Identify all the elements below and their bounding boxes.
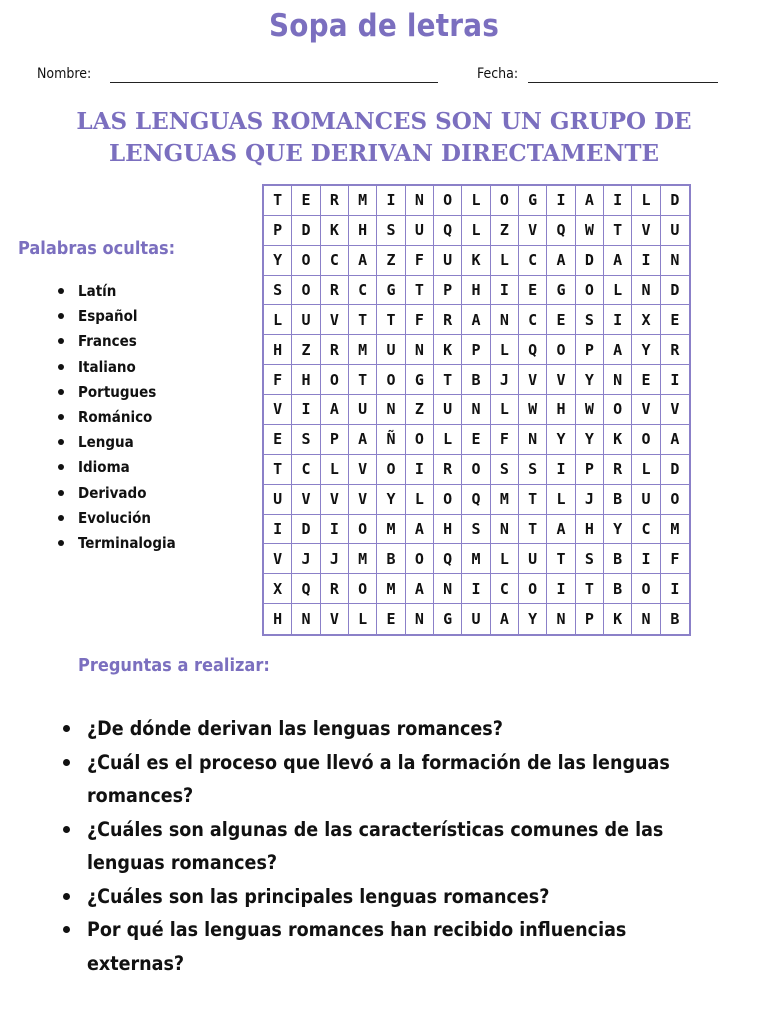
grid-cell[interactable]: U [377,335,405,365]
grid-cell[interactable]: V [321,305,349,335]
grid-cell[interactable]: V [321,485,349,515]
grid-cell[interactable]: N [632,276,660,306]
grid-cell[interactable]: H [292,365,320,395]
grid-cell[interactable]: V [321,604,349,634]
name-field[interactable] [110,82,438,83]
grid-cell[interactable]: N [632,604,660,634]
grid-cell[interactable]: S [519,455,547,485]
grid-cell[interactable]: O [349,515,377,545]
grid-cell[interactable]: A [406,574,434,604]
grid-cell[interactable]: B [604,544,632,574]
grid-cell[interactable]: L [491,246,519,276]
grid-cell[interactable]: A [604,335,632,365]
grid-cell[interactable]: K [604,604,632,634]
grid-cell[interactable]: I [547,574,575,604]
grid-cell[interactable]: U [519,544,547,574]
grid-cell[interactable]: L [462,186,490,216]
grid-cell[interactable]: I [491,276,519,306]
grid-cell[interactable]: L [264,305,292,335]
question-item: Por qué las lenguas romances han recibido influencias externas? [60,913,720,980]
grid-cell[interactable]: Y [264,246,292,276]
grid-cell[interactable]: U [406,216,434,246]
grid-cell[interactable]: L [321,455,349,485]
grid-cell[interactable]: Ñ [377,425,405,455]
grid-cell[interactable]: B [670,610,680,629]
grid-cell[interactable]: A [547,246,575,276]
grid-cell[interactable]: S [576,544,604,574]
grid-cell[interactable]: O [547,335,575,365]
grid-cell[interactable]: R [321,186,349,216]
grid-cell[interactable]: X [264,574,292,604]
grid-cell[interactable]: A [604,246,632,276]
grid-cell[interactable]: Z [406,395,434,425]
grid-cell[interactable]: J [321,544,349,574]
grid-cell[interactable]: L [604,276,632,306]
grid-cell[interactable]: I [604,186,632,216]
grid-cell[interactable]: M [661,515,689,545]
grid-cell[interactable]: P [576,604,604,634]
grid-cell[interactable]: L [491,395,519,425]
grid-cell[interactable]: O [632,425,660,455]
grid-cell[interactable]: R [604,455,632,485]
grid-cell[interactable]: M [491,485,519,515]
grid-cell[interactable]: R [434,305,462,335]
grid-cell[interactable]: H [547,395,575,425]
grid-cell[interactable]: G [377,276,405,306]
grid-cell[interactable]: N [491,305,519,335]
grid-cell[interactable]: Y [377,485,405,515]
grid-cell[interactable]: C [321,246,349,276]
grid-cell[interactable]: M [462,544,490,574]
grid-cell[interactable]: D [576,246,604,276]
grid-cell[interactable]: U [264,485,292,515]
grid-cell[interactable]: C [519,305,547,335]
question-item: ¿Cuáles son algunas de las características comunes de las lenguas romances? [60,813,720,880]
hidden-word-item: Derivado [54,482,176,507]
grid-cell[interactable]: G [519,186,547,216]
grid-cell[interactable]: M [349,186,377,216]
grid-cell[interactable]: S [576,305,604,335]
grid-cell[interactable]: N [519,425,547,455]
grid-cell[interactable]: O [632,574,660,604]
name-label: Nombre: [37,66,92,82]
grid-cell[interactable]: O [321,365,349,395]
hidden-word-item: Evolución [54,507,176,532]
hidden-words-title: Palabras ocultas: [18,238,176,259]
grid-cell[interactable]: B [604,574,632,604]
grid-cell[interactable]: I [661,574,689,604]
grid-cell[interactable]: H [434,515,462,545]
grid-cell[interactable]: O [377,455,405,485]
grid-cell[interactable]: P [434,276,462,306]
grid-cell[interactable]: T [377,305,405,335]
grid-cell[interactable]: U [292,305,320,335]
grid-cell[interactable]: I [264,515,292,545]
grid-cell[interactable]: L [349,604,377,634]
grid-cell[interactable]: N [491,515,519,545]
grid-cell[interactable]: Z [491,216,519,246]
grid-cell[interactable]: J [576,485,604,515]
grid-cell[interactable]: D [661,455,689,485]
grid-cell[interactable]: I [632,544,660,574]
grid-cell[interactable]: V [519,216,547,246]
grid-cell[interactable]: U [434,246,462,276]
grid-cell[interactable]: S [462,515,490,545]
grid-cell[interactable]: U [661,216,689,246]
grid-cell[interactable]: N [434,574,462,604]
hidden-word-item: Terminalogia [54,532,176,557]
grid-cell[interactable]: L [547,485,575,515]
grid-cell[interactable]: M [377,574,405,604]
grid-cell[interactable]: R [661,335,689,365]
grid-cell[interactable]: N [462,395,490,425]
grid-cell[interactable]: T [576,574,604,604]
grid-cell[interactable]: S [377,216,405,246]
grid-cell[interactable]: I [547,186,575,216]
grid-cell[interactable]: F [264,365,292,395]
grid-cell[interactable]: C [349,276,377,306]
grid-cell[interactable]: T [406,276,434,306]
date-label: Fecha: [477,66,519,82]
grid-cell[interactable]: O [491,186,519,216]
grid-cell[interactable]: M [349,335,377,365]
grid-cell[interactable]: C [519,246,547,276]
grid-cell[interactable]: V [349,455,377,485]
grid-cell[interactable]: O [576,276,604,306]
grid-cell[interactable]: J [491,365,519,395]
hidden-word-item: Italiano [54,356,176,381]
grid-cell[interactable]: Y [547,425,575,455]
grid-cell[interactable]: R [321,276,349,306]
hidden-word-item: Español [54,305,176,330]
grid-cell[interactable]: O [462,455,490,485]
grid-cell[interactable]: M [377,515,405,545]
grid-cell[interactable]: E [377,604,405,634]
grid-cell[interactable]: N [377,395,405,425]
grid-cell[interactable]: W [576,395,604,425]
grid-cell[interactable]: L [491,544,519,574]
grid-cell[interactable]: Y [576,425,604,455]
grid-cell[interactable]: A [491,604,519,634]
grid-cell[interactable]: I [547,455,575,485]
grid-cell[interactable]: I [604,305,632,335]
questions-title: Preguntas a realizar: [78,655,270,676]
grid-cell[interactable]: V [632,216,660,246]
hidden-word-item: Portugues [54,381,176,406]
grid-cell[interactable]: D [292,216,320,246]
grid-cell[interactable]: A [321,395,349,425]
grid-cell[interactable]: S [264,276,292,306]
grid-cell[interactable]: V [349,485,377,515]
grid-cell[interactable]: K [434,335,462,365]
grid-cell[interactable]: E [632,365,660,395]
grid-cell[interactable]: L [632,186,660,216]
grid-cell[interactable]: O [406,425,434,455]
grid-cell[interactable]: Q [519,335,547,365]
grid-cell[interactable]: Z [377,246,405,276]
grid-cell[interactable]: P [576,335,604,365]
grid-cell[interactable]: O [292,246,320,276]
grid-cell[interactable]: K [321,216,349,246]
grid-cell[interactable]: O [349,574,377,604]
grid-cell[interactable]: L [406,485,434,515]
grid-cell[interactable]: H [264,335,292,365]
grid-cell[interactable]: L [491,335,519,365]
grid-cell[interactable]: T [519,515,547,545]
grid-cell[interactable]: C [292,455,320,485]
heading-line-1: LAS LENGUAS ROMANCES SON UN GRUPO DE [76,108,692,135]
grid-cell[interactable]: F [661,544,689,574]
grid-cell[interactable]: F [406,305,434,335]
grid-cell[interactable]: B [604,485,632,515]
grid-cell[interactable]: C [491,574,519,604]
grid-cell[interactable]: I [406,455,434,485]
heading-line-2: LENGUAS QUE DERIVAN DIRECTAMENTE [108,140,660,167]
hidden-word-item: Idioma [54,456,176,481]
hidden-word-item: Lengua [54,431,176,456]
grid-cell[interactable]: E [462,425,490,455]
grid-cell[interactable]: L [434,425,462,455]
grid-cell[interactable]: Y [519,604,547,634]
grid-cell[interactable]: L [462,216,490,246]
grid-cell[interactable]: Y [632,335,660,365]
grid-cell[interactable]: Q [434,216,462,246]
grid-cell[interactable]: G [434,604,462,634]
grid-cell[interactable]: A [661,425,689,455]
grid-cell[interactable]: Y [604,515,632,545]
grid-cell[interactable]: T [434,365,462,395]
grid-cell[interactable]: B [377,544,405,574]
grid-cell[interactable]: O [434,485,462,515]
worksheet-heading [0,106,768,170]
grid-cell[interactable]: M [349,544,377,574]
grid-cell[interactable]: N [406,335,434,365]
grid-cell[interactable]: E [519,276,547,306]
grid-cell[interactable]: P [264,216,292,246]
grid-cell[interactable]: P [462,335,490,365]
grid-cell[interactable]: G [406,365,434,395]
grid-cell[interactable]: T [264,186,292,216]
grid-cell[interactable]: T [349,305,377,335]
grid-cell[interactable]: T [604,216,632,246]
grid-cell[interactable]: D [661,276,689,306]
grid-cell[interactable]: Y [576,365,604,395]
grid-cell[interactable]: A [406,515,434,545]
grid-cell[interactable]: I [661,365,689,395]
grid-cell[interactable]: O [604,395,632,425]
word-search-grid [262,184,691,636]
date-field[interactable] [528,82,718,83]
grid-cell[interactable]: V [632,395,660,425]
grid-cell[interactable]: N [604,365,632,395]
grid-cell[interactable]: V [264,395,292,425]
grid-cell[interactable]: E [264,425,292,455]
grid-cell[interactable]: W [576,216,604,246]
grid-cell[interactable]: J [292,544,320,574]
grid-cell[interactable]: O [661,485,689,515]
grid-cell[interactable]: P [576,455,604,485]
grid-cell[interactable]: R [321,335,349,365]
grid-cell[interactable]: O [377,365,405,395]
grid-cell[interactable]: U [349,395,377,425]
grid-cell[interactable]: A [349,246,377,276]
grid-cell[interactable]: C [632,515,660,545]
grid-cell[interactable]: E [292,186,320,216]
grid-cell[interactable]: O [406,544,434,574]
grid-cell[interactable]: T [349,365,377,395]
grid-cell[interactable]: N [292,604,320,634]
grid-cell[interactable]: R [434,455,462,485]
grid-cell[interactable]: V [519,365,547,395]
grid-cell[interactable]: H [264,604,292,634]
grid-cell[interactable]: N [547,604,575,634]
grid-cell[interactable]: S [292,425,320,455]
grid-cell[interactable]: H [349,216,377,246]
grid-cell[interactable]: A [349,425,377,455]
grid-cell[interactable]: I [292,395,320,425]
grid-cell[interactable]: O [434,186,462,216]
grid-cell[interactable]: N [406,186,434,216]
grid-cell[interactable]: X [632,305,660,335]
grid-cell[interactable]: H [576,515,604,545]
grid-cell[interactable]: V [264,544,292,574]
grid-cell[interactable]: O [292,276,320,306]
grid-cell[interactable]: B [462,365,490,395]
grid-cell[interactable]: Z [292,335,320,365]
grid-cell[interactable]: E [547,305,575,335]
grid-cell[interactable]: V [547,365,575,395]
grid-cell[interactable]: I [377,186,405,216]
grid-cell[interactable]: E [661,305,689,335]
grid-cell[interactable]: F [406,246,434,276]
grid-cell[interactable]: T [547,544,575,574]
grid-cell[interactable]: A [462,305,490,335]
grid-cell[interactable]: L [632,455,660,485]
question-item: ¿Cuáles son las principales lenguas romances? [60,880,720,914]
grid-cell[interactable]: S [491,455,519,485]
question-item: ¿Cuál es el proceso que llevó a la formación de las lenguas romances? [60,746,720,813]
grid-cell[interactable]: N [406,604,434,634]
grid-cell[interactable]: U [434,395,462,425]
grid-cell[interactable]: T [519,485,547,515]
grid-cell[interactable]: I [321,515,349,545]
grid-cell[interactable]: A [576,186,604,216]
grid-cell[interactable]: K [462,246,490,276]
page-title: Sopa de letras [268,8,500,44]
hidden-word-item: Románico [54,406,176,431]
hidden-word-item: Frances [54,330,176,355]
grid-cell[interactable]: R [321,574,349,604]
grid-cell[interactable]: D [661,186,689,216]
grid-cell[interactable]: H [462,276,490,306]
grid-cell[interactable]: V [661,395,689,425]
grid-cell[interactable]: I [462,574,490,604]
grid-cell[interactable]: T [264,455,292,485]
grid-cell[interactable]: K [604,425,632,455]
grid-cell[interactable]: Q [292,574,320,604]
grid-cell[interactable]: D [292,515,320,545]
grid-cell[interactable]: Q [547,216,575,246]
hidden-word-item: Latín [54,280,176,305]
grid-cell[interactable]: W [519,395,547,425]
hidden-words-list [54,280,176,557]
grid-cell[interactable]: Q [434,544,462,574]
grid-cell[interactable]: G [547,276,575,306]
grid-cell[interactable]: V [292,485,320,515]
grid-cell[interactable]: A [547,515,575,545]
grid-cell[interactable]: I [632,246,660,276]
grid-cell[interactable]: U [462,604,490,634]
grid-cell[interactable]: U [632,485,660,515]
grid-cell[interactable]: P [321,425,349,455]
grid-cell[interactable]: Q [462,485,490,515]
grid-cell[interactable]: N [661,246,689,276]
questions-list [60,712,720,980]
grid-cell[interactable]: O [519,574,547,604]
grid-cell[interactable]: F [491,425,519,455]
question-item: ¿De dónde derivan las lenguas romances? [60,712,720,746]
